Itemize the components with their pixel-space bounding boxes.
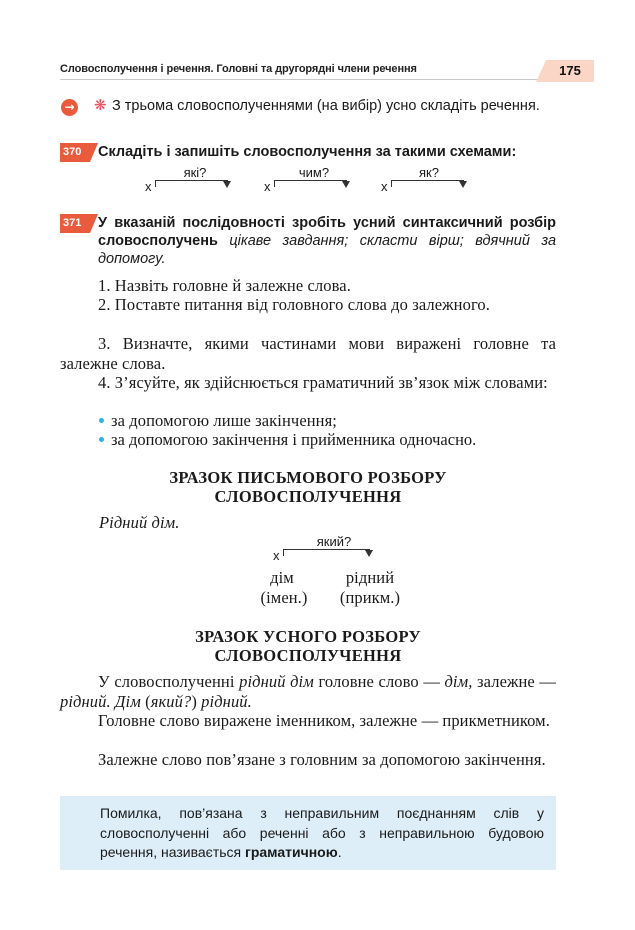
scheme-x: х (381, 179, 388, 194)
arrow-right-icon: → (61, 99, 78, 116)
step-2: 2. Поставте питання від головного слова до залежного. (98, 295, 490, 314)
instruction-examples: цікаве завдання; скласти вірш; вдячний за допомогу. (98, 233, 557, 267)
scheme-arrow-line (274, 180, 347, 187)
asterisk-icon: ❋ (94, 96, 107, 114)
main-word-pos: (імен.) (260, 588, 308, 607)
oral-sample-heading-2: СЛОВОСПОЛУЧЕННЯ (214, 646, 402, 665)
intro-task-text: З трьома словосполученнями (на вибір) усно складіть речення. (112, 98, 540, 114)
step-4: 4. З’ясуйте, як здійснюється граматичний зв’язок між словами: (98, 373, 548, 392)
scheme-arrow-line (283, 549, 370, 556)
scheme-arrow-line (155, 180, 228, 187)
exercise-number-371: 371 (60, 214, 90, 233)
exercise-370-instruction: Складіть і запишіть словосполучення за такими схемами: (98, 144, 517, 160)
oral-sample-heading-1: ЗРАЗОК УСНОГО РОЗБОРУ (195, 627, 421, 646)
oral-paragraph-1: У словосполученні рідний дім головне слово — дім, залежне — рідний. Дім (який?) рідний. (60, 672, 556, 711)
scheme-x: х (273, 548, 280, 563)
written-sample-heading-1: ЗРАЗОК ПИСЬМОВОГО РОЗБОРУ (169, 468, 447, 487)
page-header (60, 60, 594, 80)
scheme-question: чим? (298, 165, 330, 180)
scheme-arrow-line (391, 180, 464, 187)
arrow-down-icon (342, 181, 350, 188)
scheme-question: як? (419, 165, 439, 180)
page-number: 175 (546, 60, 594, 82)
bullet-item: за допомогою закінчення і прийменника одночасно. (111, 430, 477, 449)
main-word: дім (270, 568, 294, 587)
instruction-bold: У вказаній послідовності зробіть усний синтаксичний розбір словосполучень (98, 215, 556, 249)
rule-box (60, 796, 556, 870)
sample-scheme (273, 534, 383, 563)
running-title: Словосполучення і речення. Головні та другорядні члени речення (60, 63, 417, 75)
exercise-371-instruction (98, 214, 556, 268)
scheme-1 (145, 165, 240, 194)
scheme-question: які? (183, 165, 207, 180)
rule-text: Помилка, пов’язана з неправильним поєднанням слів у словосполученні або реченні або з неправильною будовою речення, називається граматичною. (100, 805, 544, 860)
arrow-down-icon (223, 181, 231, 188)
scheme-x: х (145, 179, 152, 194)
exercise-number-370: 370 (60, 143, 90, 162)
arrow-down-icon (459, 181, 467, 188)
oral-paragraph-2: Головне слово виражене іменником, залежне — прикметником. (98, 711, 550, 730)
scheme-2 (264, 165, 359, 194)
header-divider (60, 79, 556, 80)
arrow-down-icon (365, 550, 373, 557)
rule-term: граматичною (245, 844, 338, 860)
written-sample-heading-2: СЛОВОСПОЛУЧЕННЯ (214, 487, 402, 506)
bullet-dot (99, 418, 104, 423)
step-3: 3. Визначте, якими частинами мови виражені головне та залежне слова. (60, 334, 556, 373)
step-1: 1. Назвіть головне й залежне слова. (98, 276, 351, 295)
oral-paragraph-3: Залежне слово пов’язане з головним за допомогою закінчення. (98, 750, 546, 769)
scheme-question: який? (316, 534, 352, 549)
dependent-word: рідний (345, 568, 395, 587)
sample-phrase: Рідний дім. (99, 513, 180, 532)
scheme-x: х (264, 179, 271, 194)
dependent-word-pos: (прикм.) (339, 588, 401, 607)
scheme-3 (381, 165, 476, 194)
bullet-dot (99, 437, 104, 442)
bullet-item: за допомогою лише закінчення; (111, 411, 337, 430)
